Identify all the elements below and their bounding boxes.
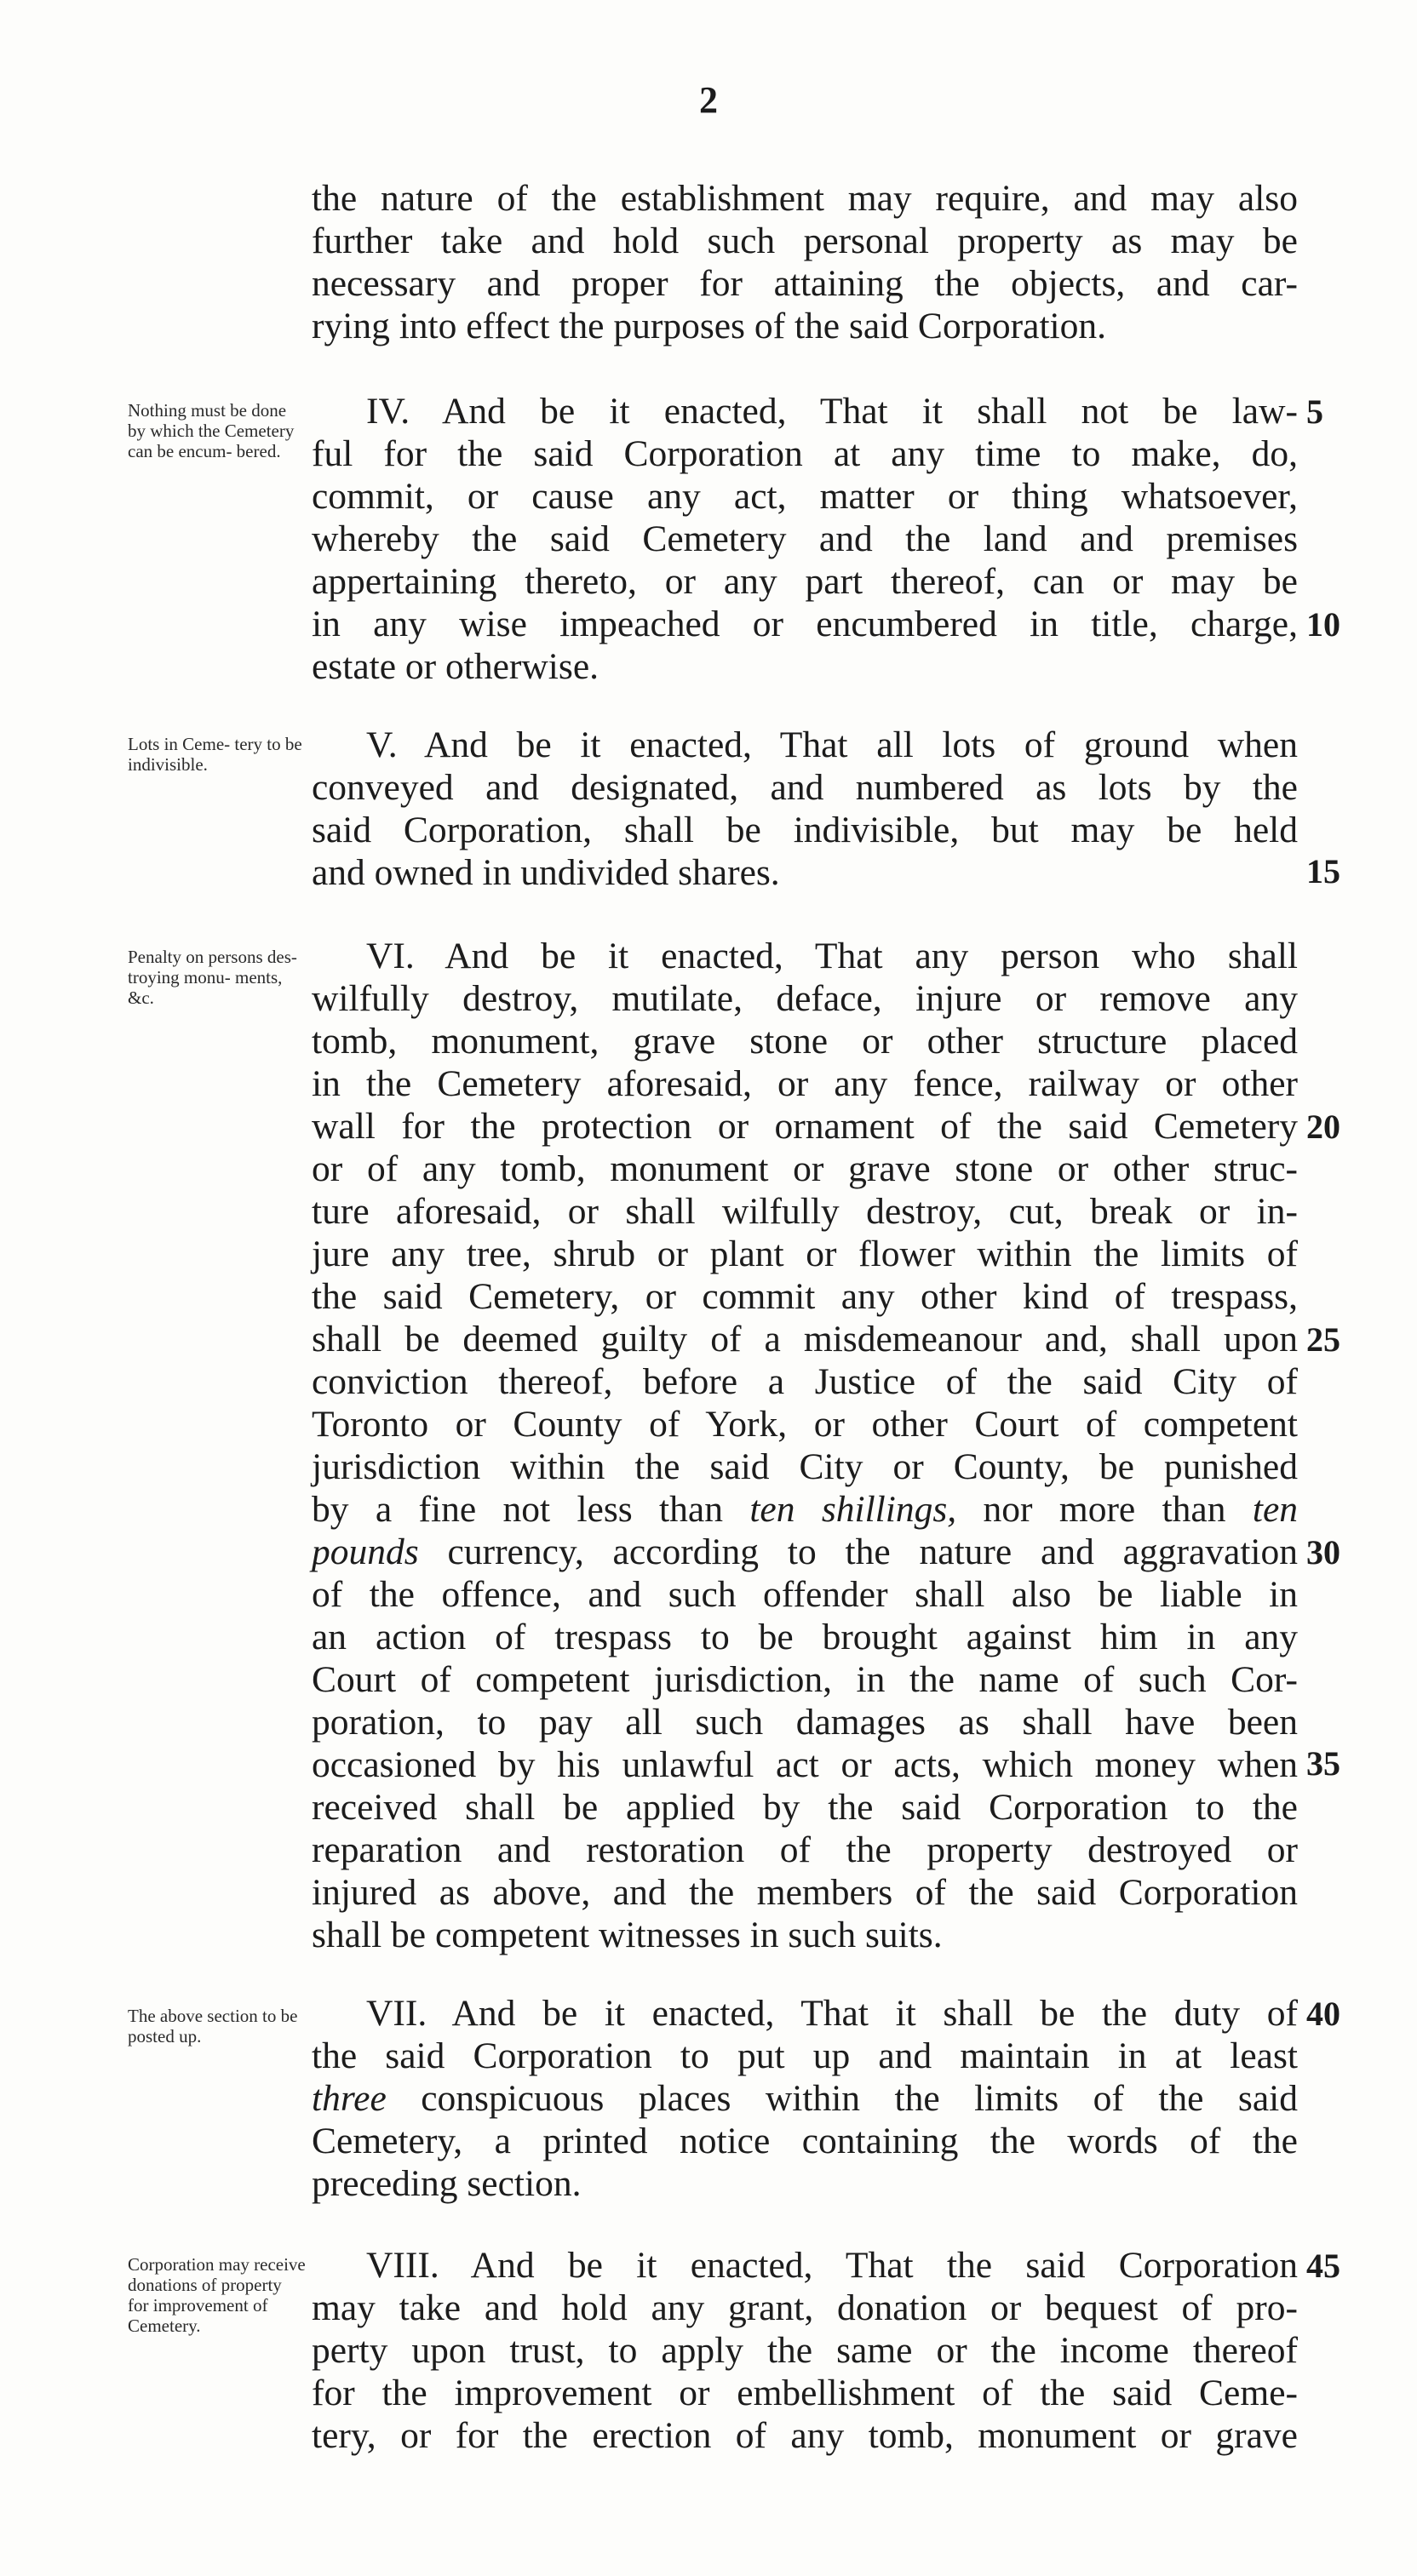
line-number: 40 — [1306, 1995, 1340, 2033]
text-line: jure any tree, shrub or plant or flower within the limits of — [312, 1234, 1298, 1274]
margin-note-section-8: Corporation may receive donations of property for improvement of Cemetery. — [128, 2254, 306, 2336]
line-number: 10 — [1306, 605, 1340, 644]
text-line: an action of trespass to be brought against him in any — [312, 1617, 1298, 1657]
text-line: ture aforesaid, or shall wilfully destroy, cut, break or in- — [312, 1191, 1298, 1232]
section-8 — [312, 2244, 1298, 2457]
text-line: and owned in undivided shares. — [312, 852, 780, 893]
line-number: 45 — [1306, 2247, 1340, 2285]
text-line: in any wise impeached or encumbered in title, charge, — [312, 604, 1298, 644]
line-number: 35 — [1306, 1744, 1340, 1783]
margin-note-section-5: Lots in Ceme- tery to be indivisible. — [128, 734, 302, 775]
line-number: 25 — [1306, 1320, 1340, 1359]
section-5 — [312, 724, 1298, 894]
text-line: conviction thereof, before a Justice of the said City of — [312, 1361, 1298, 1402]
text-line: of the offence, and such offender shall also be liable in — [312, 1574, 1298, 1615]
text-line: V. And be it enacted, That all lots of ground when — [366, 724, 1298, 765]
text-line: shall be deemed guilty of a misdemeanour and, shall upon — [312, 1319, 1298, 1360]
section-6 — [312, 935, 1298, 1956]
text-line: estate or otherwise. — [312, 646, 599, 687]
text-line: reparation and restoration of the property destroyed or — [312, 1829, 1298, 1870]
text-line: the said Corporation to put up and maintain in at least — [312, 2035, 1298, 2076]
text-fragment: conspicuous places within the limits of the said — [421, 2078, 1298, 2119]
text-line: ful for the said Corporation at any time to make, do, — [312, 433, 1298, 474]
section-4 — [312, 390, 1298, 688]
margin-note-section-4: Nothing must be done by which the Cemetery can be encum- bered. — [128, 400, 295, 461]
line-number: 5 — [1306, 392, 1323, 431]
text-line: in the Cemetery aforesaid, or any fence, railway or other — [312, 1063, 1298, 1104]
text-line: wilfully destroy, mutilate, deface, injure or remove any — [312, 978, 1298, 1019]
italic-word: three — [312, 2078, 387, 2119]
text-line — [312, 1531, 1298, 1573]
text-line: tery, or for the erection of any tomb, monument or grave — [312, 2415, 1298, 2456]
text-line: said Corporation, shall be indivisible, but may be held — [312, 810, 1298, 850]
text-line: poration, to pay all such damages as shall have been — [312, 1702, 1298, 1743]
text-line: Cemetery, a printed notice containing the words of the — [312, 2121, 1298, 2161]
text-fragment: nor more than — [983, 1489, 1226, 1530]
text-line: or of any tomb, monument or grave stone or other struc- — [312, 1148, 1298, 1189]
text-line: IV. And be it enacted, That it shall not be law- — [366, 391, 1298, 432]
text-line: rying into effect the purposes of the said Corporation. — [312, 306, 1107, 346]
text-line: preceding section. — [312, 2163, 582, 2204]
margin-note-section-6: Penalty on persons des- troying monu- ments, &c. — [128, 947, 297, 1008]
text-line: further take and hold such personal property as may be — [312, 220, 1298, 261]
text-line: occasioned by his unlawful act or acts, which money when — [312, 1744, 1298, 1785]
italic-amount: pounds — [312, 1531, 419, 1572]
text-fragment: currency, according to the nature and aggravation — [447, 1531, 1299, 1572]
line-number: 15 — [1306, 852, 1340, 890]
text-line: for the improvement or embellishment of the said Ceme- — [312, 2373, 1298, 2413]
text-line: the nature of the establishment may require, and may also — [312, 178, 1298, 219]
italic-amount: ten — [1252, 1489, 1299, 1530]
text-line: Court of competent jurisdiction, in the name of such Cor- — [312, 1659, 1298, 1700]
page-number: 2 — [699, 79, 718, 121]
section-7 — [312, 1992, 1298, 2205]
text-line — [312, 1488, 1298, 1531]
text-line: appertaining thereto, or any part thereof, can or may be — [312, 561, 1298, 602]
text-line: the said Cemetery, or commit any other kind of trespass, — [312, 1276, 1298, 1317]
text-line: received shall be applied by the said Corporation to the — [312, 1787, 1298, 1828]
text-line: VIII. And be it enacted, That the said Corporation — [366, 2245, 1298, 2286]
text-line: commit, or cause any act, matter or thing whatsoever, — [312, 476, 1298, 517]
line-number: 20 — [1306, 1108, 1340, 1146]
italic-amount: ten shillings, — [749, 1489, 957, 1530]
text-line: conveyed and designated, and numbered as lots by the — [312, 767, 1298, 808]
text-fragment: by a fine not less than — [312, 1489, 723, 1530]
continuation-paragraph — [312, 177, 1298, 347]
text-line: injured as above, and the members of the said Corporation — [312, 1872, 1298, 1913]
text-line: jurisdiction within the said City or County, be punished — [312, 1446, 1298, 1487]
text-line — [312, 2077, 1298, 2120]
text-line: Toronto or County of York, or other Court of competent — [312, 1404, 1298, 1445]
text-line: whereby the said Cemetery and the land and premises — [312, 518, 1298, 559]
text-line: wall for the protection or ornament of the said Cemetery — [312, 1106, 1298, 1147]
margin-note-section-7: The above section to be posted up. — [128, 2006, 298, 2046]
text-line: shall be competent witnesses in such suits. — [312, 1915, 943, 1955]
text-line: VI. And be it enacted, That any person who shall — [366, 936, 1298, 976]
line-number: 30 — [1306, 1533, 1340, 1571]
text-line: perty upon trust, to apply the same or the income thereof — [312, 2330, 1298, 2371]
text-line: tomb, monument, grave stone or other structure placed — [312, 1021, 1298, 1062]
text-line: necessary and proper for attaining the objects, and car- — [312, 263, 1298, 304]
text-line: VII. And be it enacted, That it shall be the duty of — [366, 1993, 1298, 2034]
text-line: may take and hold any grant, donation or bequest of pro- — [312, 2287, 1298, 2328]
